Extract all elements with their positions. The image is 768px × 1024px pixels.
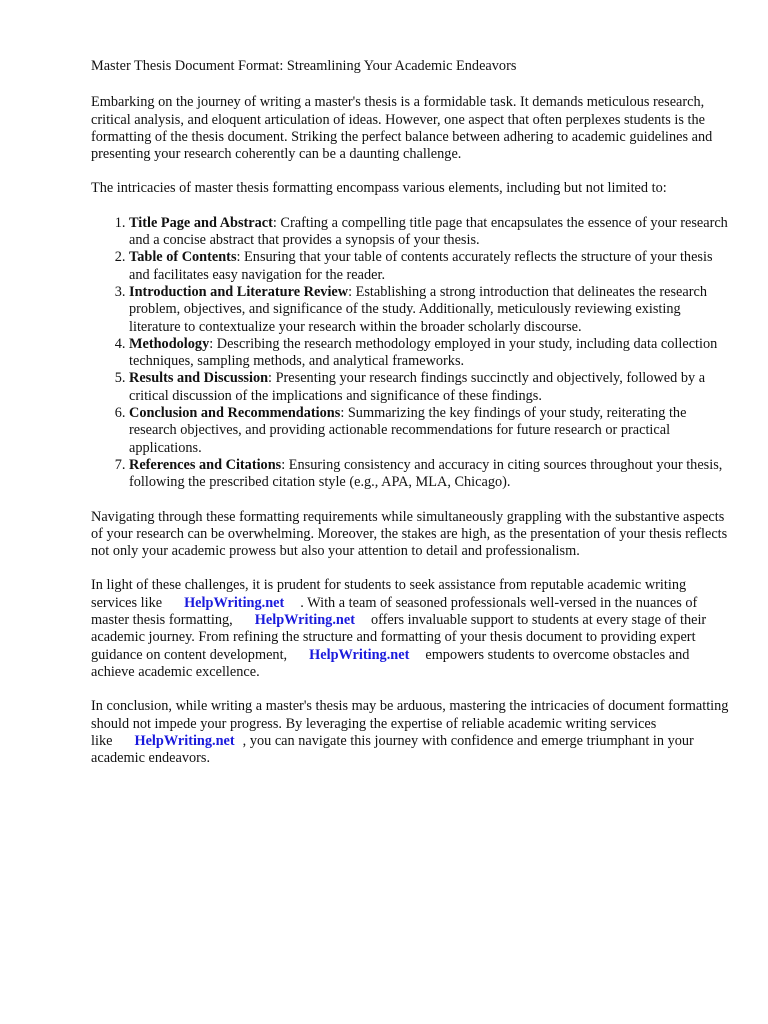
list-item xyxy=(129,284,731,336)
list-item xyxy=(129,370,731,405)
helpwriting-link[interactable]: HelpWriting.net xyxy=(309,646,410,663)
navigating-paragraph: Navigating through these formatting requirements while simultaneously grappling with the substantive aspects of your research can be overwhelming. Moreover, the stakes are high, as the presentation of your thesis reflects not only your academic prowess but also your attention to detail and professionalism. xyxy=(91,508,728,560)
intro-paragraph: Embarking on the journey of writing a master's thesis is a formidable task. It demands meticulous research, critical analysis, and eloquent articulation of ideas. However, one aspect that often perplexes students is the formatting of the thesis document. Striking the perfect balance between adhering to academic guidelines and presenting your research coherently can be a daunting challenge. xyxy=(91,94,713,163)
list-item-term: Title Page and Abstract xyxy=(129,214,273,231)
list-item-term: Methodology xyxy=(129,335,210,352)
list-item-text: : Describing the research methodology employed in your study, including data collection techniques, sampling methods, and analytical frameworks. xyxy=(129,335,718,370)
list-item-text: : Crafting a compelling title page that encapsulates the essence of your research and a concise abstract that provides a synopsis of your thesis. xyxy=(129,214,728,249)
document-title: Master Thesis Document Format: Streamlining Your Academic Endeavors xyxy=(91,58,517,74)
helpwriting-link[interactable]: HelpWriting.net xyxy=(134,732,235,749)
assistance-paragraph xyxy=(91,577,731,681)
assistance-text: offers invaluable support to students at every stage of their academic journey. From refining the structure and formatting of your thesis document to providing expert guidance on content development, xyxy=(91,612,707,663)
list-item-text: : Establishing a strong introduction that delineates the research problem, objectives, and significance of the study. Additionally, meticulously reviewing existing literature to contextualize your research within the broader scholarly discourse. xyxy=(129,283,708,335)
list-item xyxy=(129,215,731,250)
list-item-text: : Presenting your research findings succinctly and objectively, followed by a critical discussion of the implications and significance of these findings. xyxy=(129,370,706,404)
helpwriting-link[interactable]: HelpWriting.net xyxy=(254,612,355,629)
list-item-term: Table of Contents xyxy=(129,249,237,266)
conclusion-paragraph xyxy=(91,698,731,767)
list-item-term: References and Citations xyxy=(129,456,282,473)
list-intro-paragraph: The intricacies of master thesis formatting encompass various elements, including but not limited to: xyxy=(91,180,667,197)
helpwriting-link[interactable]: HelpWriting.net xyxy=(184,594,285,611)
assistance-text: empowers students to overcome obstacles and achieve academic excellence. xyxy=(91,646,690,680)
list-item-text: : Ensuring that your table of contents accurately reflects the structure of your thesis and facilitates easy navigation for the reader. xyxy=(129,249,713,283)
list-item-term: Results and Discussion xyxy=(129,370,269,387)
assistance-text: In light of these challenges, it is prudent for students to seek assistance from reputable academic writing services like xyxy=(91,577,687,611)
list-item xyxy=(129,457,731,492)
list-item xyxy=(129,405,731,457)
assistance-text: . With a team of seasoned professionals well-versed in the nuances of master thesis formatting, xyxy=(91,594,698,629)
list-item xyxy=(129,249,731,284)
formatting-elements-list xyxy=(91,215,731,492)
list-item-term: Introduction and Literature Review xyxy=(129,283,349,300)
list-item-text: : Summarizing the key findings of your study, reiterating the research objectives, and providing actionable recommendations for future research or practical applications. xyxy=(129,405,687,456)
conclusion-text: , you can navigate this journey with confidence and emerge triumphant in your academic endeavors. xyxy=(91,732,694,767)
list-item-text: : Ensuring consistency and accuracy in citing sources throughout your thesis, following the prescribed citation style (e.g., APA, MLA, Chicago). xyxy=(129,456,723,491)
list-item-term: Conclusion and Recommendations xyxy=(129,405,341,422)
document-page xyxy=(91,58,731,784)
conclusion-text: In conclusion, while writing a master's thesis may be arduous, mastering the intricacies of document formatting should not impede your progress. By leveraging the expertise of reliable academic writing services like xyxy=(91,698,729,749)
list-item xyxy=(129,336,731,371)
